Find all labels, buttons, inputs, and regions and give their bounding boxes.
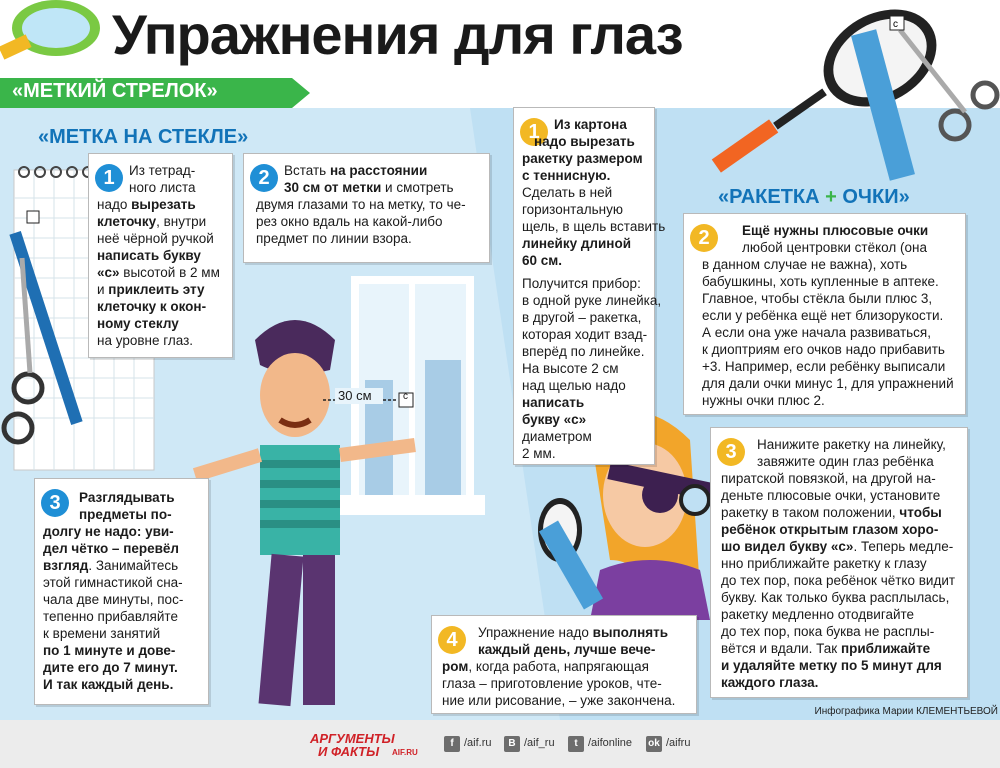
logo-url: AIF.RU <box>392 748 418 757</box>
vk-link[interactable]: /aif_ru <box>524 737 555 749</box>
vk-icon[interactable]: B <box>504 736 520 752</box>
facebook-icon[interactable]: f <box>444 736 460 752</box>
right-step-2: 2 Ещё нужны плюсовые очки любой центровки стёкол (она в данном случае не важна), хоть бабушкины, хоть купленные в аптеке. Главное, чтобы стёкла были плюс 3, если у ребёнка ещё нет близорукости. А если она уже начала развиваться, к диоптриям его очков надо прибавить +3. Например, если ребёнку выписали для дали очки минус 1, для упражнений нужны очки плюс 2. <box>683 213 966 415</box>
subhead-right: «РАКЕТКА + ОЧКИ» <box>718 186 910 208</box>
odnoklassniki-link[interactable]: /aifru <box>666 737 691 749</box>
right-step-4: 4 Упражнение надо выполнять каждый день, лучше вече- ром, когда работа, напрягающая глаза – приготовление уроков, чте- ние или рисование, – уже закончена. <box>431 615 697 714</box>
step-number: 4 <box>438 626 466 654</box>
window-mark-letter: с <box>403 391 408 402</box>
twitter-icon[interactable]: t <box>568 736 584 752</box>
magnifier-illustration <box>0 0 110 72</box>
step-number: 1 <box>95 164 123 192</box>
section-title: «МЕТКИЙ СТРЕЛОК» <box>12 80 218 102</box>
footer-bar <box>0 720 1000 768</box>
left-step-3: 3 Разглядывать предметы по- долгу не надо: уви- дел чётко – перевёл взгляд. Занимайтесь этой гимнастикой сна- чала две минуты, пос- тепенно прибавляйте к времени занятий по 1 минуте и дове- дите его до 7 минут. И так каждый день. <box>34 478 209 705</box>
step-text-cont: надо вырезать клеточку, внутри неё чёрной ручкой написать букву «с» высотой в 2 мм и приклеить эту клеточку к окон- ному стеклу на уровне глаз. <box>97 197 220 348</box>
left-step-1 <box>88 153 233 358</box>
step-number: 3 <box>717 438 745 466</box>
distance-label: 30 см <box>338 388 372 403</box>
logo-line-2: И ФАКТЫ <box>318 744 380 759</box>
facebook-link[interactable]: /aif.ru <box>464 737 492 749</box>
twitter-link[interactable]: /aifonline <box>588 737 633 749</box>
step-number: 2 <box>690 224 718 252</box>
right-step-1: 1 Из картона надо вырезать ракетку размером с теннисную. Сделать в ней горизонтальную щель, в щель вставить линейку длиной 60 см. Получится прибор: в одной руке линейка, в другой – ракетка, которая ходит взад- вперёд по линейке. На высоте 2 см над щелью надо написать букву «с» диаметром 2 мм. <box>513 107 655 465</box>
step-number: 2 <box>250 164 278 192</box>
step-text: Из тетрад- ного листа <box>129 163 196 195</box>
step-number: 1 <box>520 118 548 146</box>
left-step-2: 2 Встать на расстоянии 30 см от метки и смотреть двумя глазами то на метку, то че- рез окно вдаль на какой-либо предмет по линии взора. <box>243 153 490 263</box>
step-number: 3 <box>41 489 69 517</box>
right-step-3: 3 Нанижите ракетку на линейку, завяжите один глаз ребёнка пиратской повязкой, на другой на- деньте плюсовые очки, установите ракетку в таком положении, чтобы ребёнок открытым глазом хоро- шо видел букву «с». Теперь медле- нно приближайте ракетку к глазу до тех пор, пока ребёнок чётко видит букву. Как только буква расплылась, ракетку медленно отодвигайте до тех пор, пока буква не расплы- вётся и вдали. Так приближайте и удаляйте метку по 5 минут для каждого глаза. <box>710 427 968 698</box>
subhead-left: «МЕТКА НА СТЕКЛЕ» <box>38 126 249 148</box>
racket-ruler-illustration <box>700 0 1000 185</box>
odnoklassniki-icon[interactable]: ok <box>646 736 662 752</box>
mark-letter: с <box>893 19 898 30</box>
logo-line-1: АРГУМЕНТЫ <box>310 731 395 746</box>
credit-text: Инфографика Марии КЛЕМЕНТЬЕВОЙ <box>814 706 998 717</box>
page-title: Упражнения для глаз <box>112 3 683 66</box>
